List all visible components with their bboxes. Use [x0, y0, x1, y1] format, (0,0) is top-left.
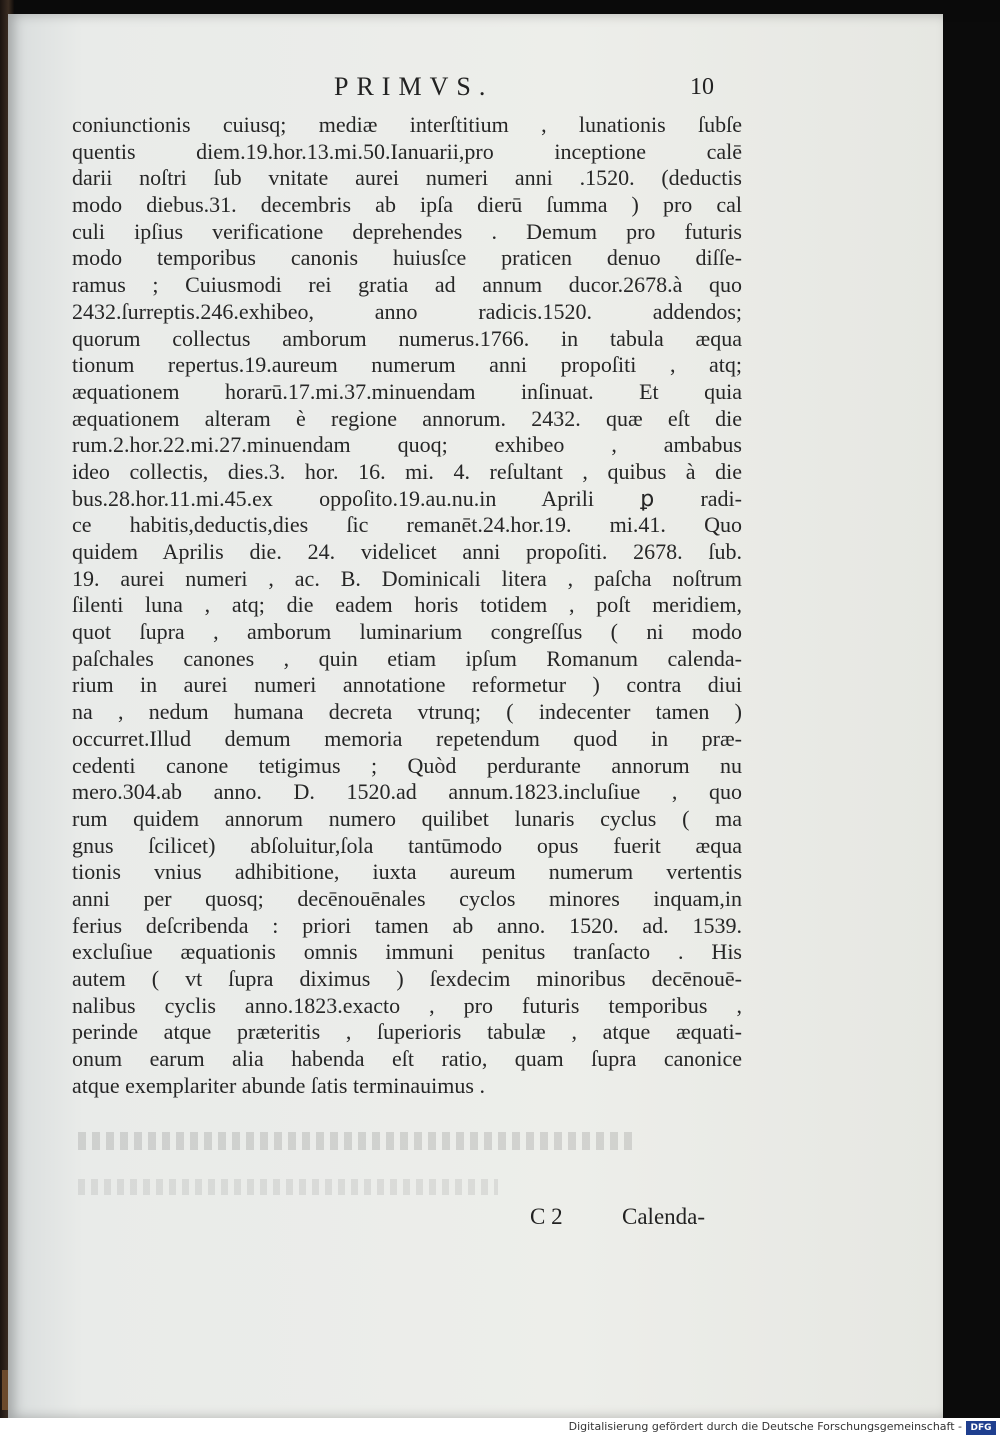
text-line: autem ( vt ſupra diximus ) ſexdecim minoribus decēnouē-	[72, 966, 742, 991]
text-line: coniunctionis cuiusq; mediæ interſtitium , lunationis ſubſe	[72, 112, 742, 137]
text-line: ideo collectis, dies.3. hor. 16. mi. 4. reſultant , quibus à die	[72, 458, 742, 484]
text-line: bus.28.hor.11.mi.45.ex oppoſito.19.au.nu.in Aprili ꝑ radi-	[72, 485, 742, 511]
text-line: mero.304.ab anno. D. 1520.ad annum.1823.incluſiue , quo	[72, 779, 742, 805]
text-line: tionum repertus.19.aureum numerum anni propoſiti , atq;	[72, 352, 742, 378]
text-line: cedenti canone tetigimus ; Quòd perdurante annorum nu	[72, 752, 742, 778]
signature-mark: C 2	[530, 1204, 563, 1229]
text-line: quorum collectus amborum numerus.1766. in tabula æqua	[72, 325, 742, 351]
body-text	[72, 112, 742, 1099]
text-line: perinde atque præteritis , ſuperioris tabulæ , atque æquati-	[72, 1019, 742, 1045]
running-head: PRIMVS.	[334, 72, 494, 101]
text-line: nalibus cyclis anno.1823.exacto , pro futuris temporibus ,	[72, 992, 742, 1018]
text-line: culi ipſius verificatione deprehendes . Demum pro futuris	[72, 218, 742, 244]
page-header	[8, 72, 943, 106]
text-line: occurret.Illud demum memoria repetendum quod in præ-	[72, 725, 742, 751]
text-line: onum earum alia habenda eſt ratio, quam ſupra canonice	[72, 1046, 742, 1072]
text-line: rum quidem annorum numero quilibet lunaris cyclus ( ma	[72, 805, 742, 831]
text-line: tionis vnius adhibitione, iuxta aureum numerum vertentis	[72, 859, 742, 885]
text-line: rium in aurei numeri annotatione reformetur ) contra diui	[72, 672, 742, 698]
text-line: quot ſupra , amborum luminarium congreſſus ( ni modo	[72, 619, 742, 645]
book-page	[8, 14, 943, 1418]
text-line: na , nedum humana decreta vtrunq; ( indecenter tamen )	[72, 699, 742, 725]
page-number: 10	[690, 74, 714, 100]
text-line: atque exemplariter abunde ſatis terminauimus .	[72, 1072, 485, 1098]
text-line: æquationem alteram è regione annorum. 2432. quæ eſt die	[72, 405, 742, 431]
catchword: Calenda-	[622, 1204, 706, 1229]
text-line: paſchales canones , quin etiam ipſum Romanum calenda-	[72, 645, 742, 671]
credit-bar	[0, 1418, 1000, 1438]
text-line: modo temporibus canonis huiusſce praticen denuo diſſe-	[72, 245, 742, 271]
show-through-text	[78, 1179, 498, 1195]
dfg-logo: DFG	[966, 1421, 996, 1435]
text-line: anni per quosq; decēnouēnales cyclos minores inquam,in	[72, 885, 742, 911]
page-edge-shadow	[943, 22, 1000, 1418]
text-line: rum.2.hor.22.mi.27.minuendam quoq; exhibeo , ambabus	[72, 432, 742, 458]
show-through-text	[78, 1132, 638, 1150]
text-line: modo diebus.31. decembris ab ipſa dierū ſumma ) pro cal	[72, 192, 742, 218]
credit-text: Digitalisierung gefördert durch die Deutsche Forschungsgemeinschaft -	[568, 1420, 962, 1433]
text-line: darii noſtri ſub vnitate aurei numeri anni .1520. (deductis	[72, 165, 742, 191]
text-line: ramus ; Cuiusmodi rei gratia ad annum ducor.2678.à quo	[72, 272, 742, 298]
text-line: 19. aurei numeri , ac. B. Dominicali litera , paſcha noſtrum	[72, 565, 742, 591]
text-line: ce habitis,deductis,dies ſic remanēt.24.hor.19. mi.41. Quo	[72, 512, 742, 538]
text-line: æquationem horarū.17.mi.37.minuendam inſinuat. Et quia	[72, 378, 742, 404]
text-line: ferius deſcribenda : priori tamen ab anno. 1520. ad. 1539.	[72, 912, 742, 938]
text-line: excluſiue æquationis omnis immuni penitus tranſacto . His	[72, 939, 742, 965]
text-line: ſilenti luna , atq; die eadem horis totidem , poſt meridiem,	[72, 592, 742, 618]
text-line: 2432.ſurreptis.246.exhibeo, anno radicis.1520. addendos;	[72, 298, 742, 324]
text-line: gnus ſcilicet) abſoluitur,ſola tantūmodo opus fuerit æqua	[72, 832, 742, 858]
text-line: quidem Aprilis die. 24. videlicet anni propoſiti. 2678. ſub.	[72, 539, 742, 564]
text-line: quentis diem.19.hor.13.mi.50.Ianuarii,pro inceptione calē	[72, 138, 742, 164]
